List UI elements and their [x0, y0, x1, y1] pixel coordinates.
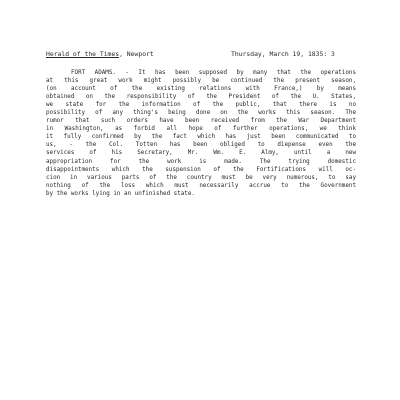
article-line: in Washington, as forbid all hope of further operations, we think	[46, 126, 356, 133]
article-line: we state for the information of the public, that there is no	[46, 102, 356, 109]
publication-date-page: Thursday, March 19, 1835: 3	[231, 50, 335, 58]
article-line: rumor that such orders have been received from the War Department	[46, 118, 356, 125]
article-line: cion in various parts of the country must be very numerous, to say	[46, 174, 356, 181]
publication-title: Herald of the Times	[46, 50, 120, 58]
citation-header	[46, 50, 356, 58]
publication-place: , Newport	[119, 50, 154, 58]
article-body	[46, 69, 356, 198]
article-line: nothing of the loss which must necessarily accrue to the Government	[46, 182, 356, 189]
article-line: us, - the Col. Totten has been obliged to diepense even the	[46, 142, 356, 149]
article-line: it fully confirmed by the fact which has just been communicated to	[46, 134, 356, 141]
article-line: by the works lying in an unfinished state.	[46, 190, 195, 197]
article-line: appropriation for the work is made. The trying domestic	[46, 158, 356, 165]
article-line: possibility of any thing's being done on the works this season. The	[46, 110, 356, 117]
article-line: obtained on the responsibility of the President of the U. States,	[46, 94, 356, 101]
article-line: services of his Secretary, Mr. Wm. E. Almy, until a new	[46, 150, 356, 157]
article-line: at this great work might possibly be continued the present season,	[46, 78, 356, 85]
article-line: disappointments which the suspension of the Fortifications will oc-	[46, 166, 356, 173]
article-line: FORT ADAMS. - It has been supposed by many that the operations	[71, 70, 356, 76]
article-line: (on account of the existing relations with France,) by means	[46, 86, 356, 93]
